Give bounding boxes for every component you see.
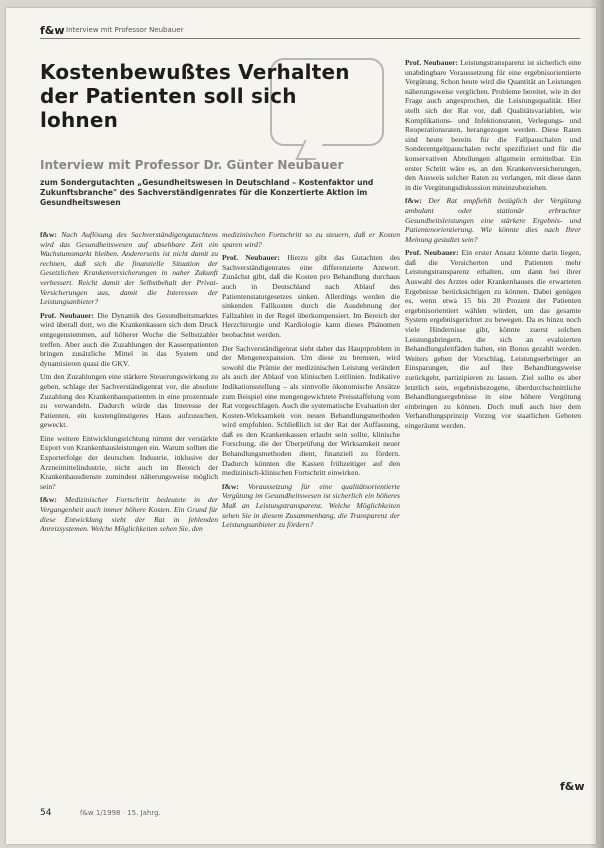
article-title: Kostenbewußtes Verhalten der Patienten soll sich lohnen <box>40 60 350 132</box>
paragraph-text: medizinischen Fortschritt so zu steuern, daß er Kosten sparen wird? <box>222 230 400 249</box>
paragraph <box>405 58 581 192</box>
paragraph-text: Hierzu gibt das Gutachten des Sachverständigenrates eine differenzierte Antwort. Zunächst gibt, daß die Kosten pro Behandlung durchaus auch in Deutschland nach Ablauf des Patientenstatutgesetzes sinken. Allerdings werden die sinkenden Fallkosten durch die Ausdehnung der Fallzahlen in der Regel überkompensiert. Im Bereich der Herzchirurgie und Kardiologie kann dieses Phänomen beobachtet werden. <box>222 253 400 339</box>
paragraph <box>405 196 581 244</box>
paragraph <box>40 230 218 307</box>
paragraph <box>40 311 218 369</box>
article-intro: zum Sondergutachten „Gesundheitswesen in Deutschland – Kostenfaktor und Zukunftsbranche" des Sachverständigenrates für die Konzertierte Aktion im Gesundheitswesen <box>40 178 374 207</box>
speaker-label: f&w: <box>40 230 62 239</box>
speaker-label: f&w: <box>222 481 249 491</box>
paragraph-text: Der Sachverständigenrat sieht daher das Hauptproblem in der Mengenexpansion. Um diese zu bremsen, wird sowohl die Prämie der medizinischen Leistung verändert als auch der Ablauf von klinischen Leitlinien. Indikative Indikationsstellung – als sinnvolle ökonomische Ansätze zum Beispiel eine mengengewichtete Preisstaffelung vom Rat vorgeschlagen. Auch die systematische Evaluation der Kosten-Wirksamkeit von neuen Behandlungsmethoden wird empfohlen. Schließlich ist der Rat der Auffassung, daß es den Krankenkassen erlaubt sein sollte, klinische Forschung, die der Überprüfung der Wirksamkeit neuer Behandlungsmethoden dient, finanziell zu fördern. Dadurch könnten die Kassen frühzeitiger auf den medizinisch-klinischen Fortschritt einwirken. <box>222 343 400 478</box>
paragraph-text: Voraussetzung für eine qualitätsorientierte Vergütung im Gesundheitswesen ist sicherlich ein höheres Maß an Leistungstransparenz. Welche Möglichkeiten sehen Sie in diesem Zusammenhang, die Transparenz der Leistungsanbieter zu fördern? <box>222 481 400 530</box>
speaker-label: Prof. Neubauer: <box>405 248 462 258</box>
paragraph <box>40 434 218 492</box>
paragraph-text: Der Rat empfiehlt bezüglich der Vergütung ambulant oder stationär erbrachter Gesundheitsleistungen eine stärkere Ergebnis- und Patientenorientierung. Wie könnte dies nach Ihrer Meinung gestaltet sein? <box>405 196 582 244</box>
paragraph-text: Nach Auflösung des Sachverständigengutachtens wird das Gesundheitswesen auf absehbare Zeit ein Wachstumsmarkt bleiben. Andererseits ist nicht damit zu rechnen, daß sich die finanzielle Situation der Gesetzlichen Krankenversicherungen in naher Zukunft verbessert. Reicht damit der Selbstbehalt der Privat-Versicherungen aus, damit die Interessen der Leistungsanbieter? <box>40 230 218 307</box>
page-number: 54 <box>40 808 52 818</box>
paragraph <box>405 248 581 430</box>
speaker-label: Prof. Neubauer: <box>405 58 461 67</box>
footer-logo: f&w <box>560 780 585 793</box>
paragraph <box>40 495 218 533</box>
speaker-label: Prof. Neubauer: <box>40 310 98 320</box>
paragraph-text: Um den Zuzahlungen eine stärkere Steuerungswirkung zu geben, schlage der Sachverständigenrat vor, die absolute Zuzahlung des Krankenhauspatienten in eine prozentuale zu verwandeln. Dadurch würde das Interesse der Patienten, ein kostengünstigeres Haus aufzusuchen, geweckt. <box>40 372 218 430</box>
paragraph <box>222 230 400 249</box>
header-logo: f&w <box>40 24 65 37</box>
paragraph <box>222 253 400 339</box>
speaker-label: f&w: <box>405 196 429 206</box>
paragraph-text: Medizinischer Fortschritt bedeutete in der Vergangenheit auch immer höhere Kosten. Ein Grund für diese Entwicklung sieht der Rat in fehlenden Anreizsystemen. Welche Möglichkeiten sehen Sie, den <box>40 495 218 534</box>
article-subtitle: Interview mit Professor Dr. Günter Neubauer <box>40 158 344 172</box>
paragraph-text: Leistungstransparenz ist sicherlich eine unabdingbare Voraussetzung für eine ergebnisorientierte Vergütung. Schon heute wird die Quantität an Leistungen näherungsweise verglichen. Probleme bereitet, wie in der Frage auch angesprochen, die Leistungsqualität. Hier stellt sich der Rat vor, daß Qualitätsvariablen, wie Komplikations- und Infektionsraten, Verlegungs- und Reoperationsraten, herangezogen werden. Diese Raten sind heute bereits für die Fallpauschalen und Sonderentgeltpauschalen recht spezifiziert und für die konservativen Abteilungen allgemein ermittelbar. Ein erster Schritt wäre es, an den Krankenversicherungen, den Ausweis solcher Raten zu verlangen, mit diese dann in die Vergütungsdiskussion miteinzubeziehen. <box>405 58 581 192</box>
header-rule <box>40 38 580 39</box>
paragraph <box>40 372 218 430</box>
column-2 <box>222 230 400 534</box>
speaker-label: f&w: <box>40 495 65 505</box>
paragraph <box>222 344 400 478</box>
header-subtitle: Interview mit Professor Neubauer <box>66 26 184 34</box>
column-3 <box>405 58 581 435</box>
speaker-label: Prof. Neubauer: <box>222 253 288 263</box>
paragraph-text: Die Dynamik des Gesundheitsmarktes wird überall dort, wo die Krankenkassen sich dem Druck entgegenstemmen, auf höherer Woche die Selbstzahler treffen. Aber auch die Zuzahlungen der Kassenpatienten bringen zusätzliche Mittel in das System und dynamisieren quasi die GKV. <box>40 310 219 368</box>
paragraph <box>222 482 400 530</box>
footer-issue: f&w 1/1998 · 15. Jahrg. <box>80 809 161 817</box>
paragraph-text: Eine weitere Entwicklungsrichtung nimmt der verstärkte Export von Krankenhausleistungen ein. Warum sollten die Exporterfolge der deutschen Industrie, inklusive der Arzneimittelindustrie, nicht auch im Bereich der Krankenhausdienste zumindest näherungsweise möglich sein? <box>40 433 218 491</box>
column-1 <box>40 230 218 538</box>
page-edge-shadow <box>590 0 604 848</box>
paragraph-text: Ein erster Ansatz könnte darin liegen, daß die Versicherten und Patienten mehr Leistungstransparenz erhalten, um dann bei ihrer Auswahl des Arztes oder Krankenhauses die erwarteten Ergebnisse berücksichtigen zu können. Dabei genügen es, wenn etwa 15 bis 20 Prozent der Patienten ergebnisorientiert wählen würden, um das gesamte System ergebnisgerichtet zu bewegen. Da es hinzu noch viele Hindernisse gibt, könnte zuerst solchen Leistungsbringern, die sich an evaluierten Behandlungsleitfäden halten, ein Bonus gezahlt werden. Weiters gehen der Vorschlag, Leistungserbringer an Einsparungen, die auf ihre Behandlungsweise zurückgeht, partizipieren zu lassen. Ziel sollte es aber letztlich sein, ergebnisbezogene, überdurchschnittliche Behandlungsergebnisse in eine höhere Vergütung einbringen zu können. Doch muß auch hier dem Verhandlungsprinzip Vorzug vor staatlichen Geboten eingeräumt werden. <box>405 248 581 430</box>
